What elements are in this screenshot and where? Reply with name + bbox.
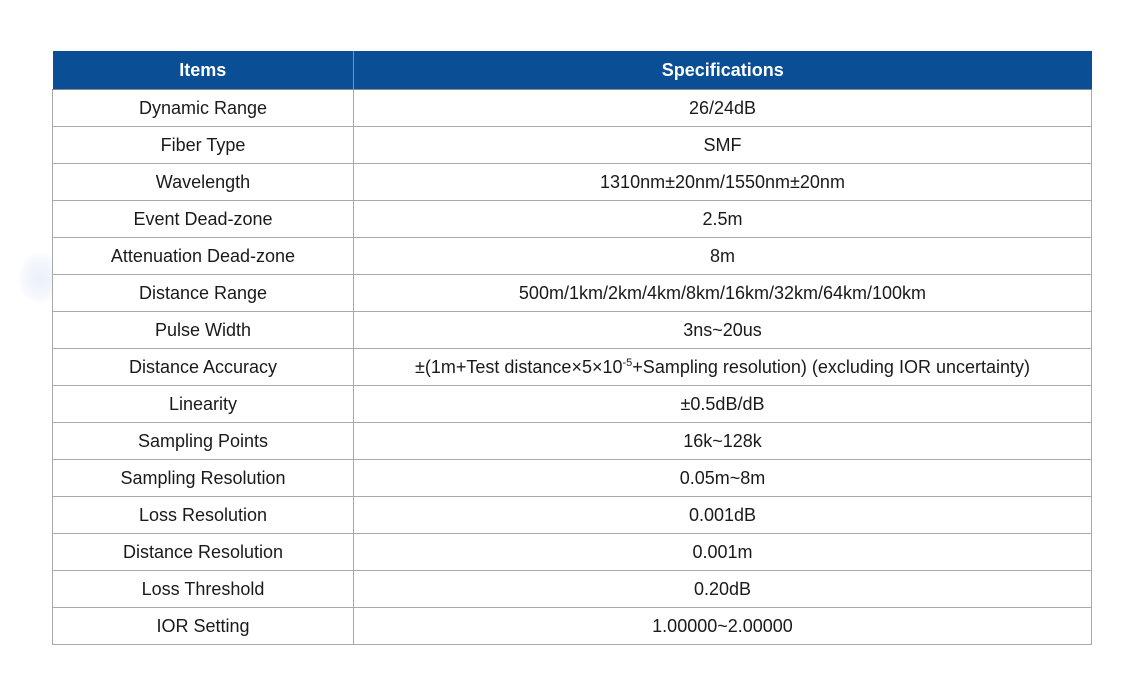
item-cell: Loss Threshold [53, 571, 354, 608]
table-row [53, 386, 1092, 423]
table-row [53, 164, 1092, 201]
table-row [53, 312, 1092, 349]
table-row [53, 497, 1092, 534]
table-row [53, 534, 1092, 571]
item-cell: Fiber Type [53, 127, 354, 164]
spec-cell: SMF [354, 127, 1092, 164]
item-cell: Loss Resolution [53, 497, 354, 534]
item-cell: Sampling Resolution [53, 460, 354, 497]
header-items: Items [53, 51, 354, 90]
item-cell: IOR Setting [53, 608, 354, 645]
spec-cell: 500m/1km/2km/4km/8km/16km/32km/64km/100km [354, 275, 1092, 312]
spec-cell: 1310nm±20nm/1550nm±20nm [354, 164, 1092, 201]
item-cell: Wavelength [53, 164, 354, 201]
table-row [53, 127, 1092, 164]
table-row [53, 90, 1092, 127]
item-cell: Event Dead-zone [53, 201, 354, 238]
spec-text-before: ±(1m+Test distance×5×10 [415, 356, 623, 377]
spec-cell: 2.5m [354, 201, 1092, 238]
spec-cell: 0.001m [354, 534, 1092, 571]
spec-cell: ±0.5dB/dB [354, 386, 1092, 423]
spec-cell: 0.20dB [354, 571, 1092, 608]
item-cell: Linearity [53, 386, 354, 423]
spec-cell: 26/24dB [354, 90, 1092, 127]
spec-cell: 0.05m~8m [354, 460, 1092, 497]
item-cell: Sampling Points [53, 423, 354, 460]
table-row [53, 201, 1092, 238]
item-cell: Pulse Width [53, 312, 354, 349]
spec-cell [354, 349, 1092, 386]
spec-exponent: -5 [622, 356, 633, 369]
item-cell: Dynamic Range [53, 90, 354, 127]
specifications-table [52, 51, 1092, 645]
spec-cell: 1.00000~2.00000 [354, 608, 1092, 645]
spec-text-after: +Sampling resolution) (excluding IOR uncertainty) [632, 356, 1030, 377]
item-cell: Attenuation Dead-zone [53, 238, 354, 275]
item-cell: Distance Range [53, 275, 354, 312]
table-row [53, 238, 1092, 275]
header-specifications: Specifications [354, 51, 1092, 90]
table-row [53, 423, 1092, 460]
item-cell: Distance Resolution [53, 534, 354, 571]
table-row [53, 275, 1092, 312]
spec-cell: 8m [354, 238, 1092, 275]
table-header-row [53, 51, 1092, 90]
table-row [53, 571, 1092, 608]
spec-cell: 3ns~20us [354, 312, 1092, 349]
table-row [53, 608, 1092, 645]
table-row [53, 460, 1092, 497]
item-cell: Distance Accuracy [53, 349, 354, 386]
table-row [53, 349, 1092, 386]
spec-cell: 0.001dB [354, 497, 1092, 534]
spec-cell: 16k~128k [354, 423, 1092, 460]
